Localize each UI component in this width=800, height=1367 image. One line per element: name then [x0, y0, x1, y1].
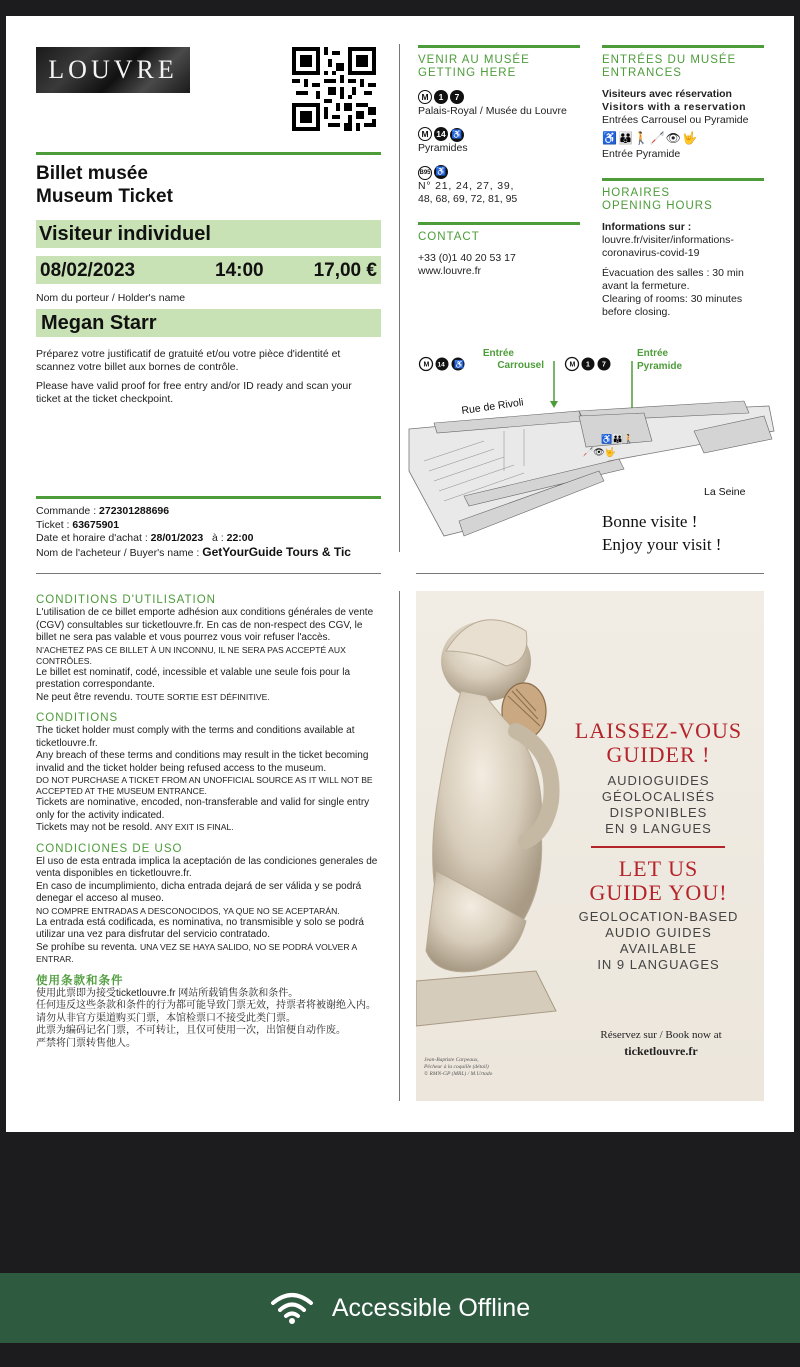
holder-label: Nom du porteur / Holder's name	[36, 292, 186, 304]
entree-carrousel-label: Entrée	[482, 348, 514, 359]
audioguide-ad	[416, 591, 764, 1101]
qr-code	[292, 47, 376, 131]
farewell-message: Bonne visite ! Enjoy your visit !	[602, 512, 722, 554]
visit-date: 08/02/2023	[40, 260, 136, 281]
entree-pyramide-label: Entrée	[637, 348, 669, 359]
divider	[36, 152, 381, 155]
ticket-number: 63675901	[72, 518, 120, 531]
svg-text:M: M	[423, 361, 430, 369]
museum-map	[404, 321, 779, 551]
ticket-title: Billet musée Museum Ticket	[36, 163, 173, 207]
vertical-divider	[399, 44, 400, 552]
svg-text:7: 7	[602, 361, 606, 369]
order-details: Commande : 272301288696 Ticket : 63675901 Date et horaire d'achat : 28/01/2023 à : 22:00 Nom de l'acheteur / Buyer's name : GetYourGuide Tours & Tic	[36, 505, 351, 559]
ad-title-fr: LAISSEZ-VOUS GUIDER !	[574, 718, 743, 767]
wheelchair-icon: ♿	[450, 128, 464, 142]
entrances-section: ENTRÉES DU MUSÉE ENTRANCES Visiteurs avec réservation Visitors with a reservation Entrées Carrousel ou Pyramide ♿👪🚶🦯👁🤟 Entrée Pyramide	[602, 45, 764, 161]
la-seine-label: La Seine	[704, 486, 746, 498]
visit-time: 14:00	[215, 260, 264, 281]
ticketlouvre-link: ticketlouvre.fr	[624, 1044, 698, 1058]
svg-text:M: M	[569, 361, 576, 369]
holder-name-band: Megan Starr	[36, 309, 381, 337]
ad-book-now: Réservez sur / Book now at ticketlouvre.fr	[576, 1027, 746, 1059]
offline-label: Accessible Offline	[331, 1293, 531, 1322]
contact-section: CONTACT +33 (0)1 40 20 53 17 www.louvre.fr	[418, 222, 580, 278]
svg-text:Pyramide: Pyramide	[637, 361, 683, 372]
ad-subtitle-fr: AUDIOGUIDES GÉOLOCALISÉS DISPONIBLES EN 9 LANGUES	[601, 773, 716, 836]
order-number: 272301288696	[99, 505, 170, 517]
ad-divider	[591, 846, 725, 848]
instructions-en: Please have valid proof for free entry and/or ID ready and scan your ticket at the ticket checkpoint.	[36, 380, 352, 405]
ticket-price: 17,00 €	[313, 260, 377, 281]
svg-text:🦯👁🤟: 🦯👁🤟	[582, 447, 616, 457]
svg-text:Carrousel: Carrousel	[497, 360, 544, 371]
image-credit: Jean-Baptiste Carpeaux, Pêcheur à la coquille (détail) © RMN-GP (MRL) / M.Urtado	[424, 1057, 493, 1077]
website-link: www.louvre.fr	[418, 265, 482, 277]
metro-icon: M	[418, 90, 432, 104]
date-time-price-band	[36, 256, 381, 284]
hours-section: HORAIRES OPENING HOURS Informations sur : louvre.fr/visiter/informations- coronavirus-covid-19 Évacuation des salles : 30 min avant la fermeture. Clearing of rooms: 30 minutes before closing.	[602, 178, 764, 319]
divider	[36, 496, 381, 499]
horizontal-divider	[416, 573, 764, 574]
svg-text:♿: ♿	[454, 360, 464, 369]
vertical-divider	[399, 591, 400, 1101]
louvre-logo: LOUVRE	[36, 47, 190, 93]
ticket-page	[6, 16, 794, 1132]
visitor-type-band: Visiteur individuel	[36, 220, 381, 248]
accessibility-icons-map: ♿👪🚶	[601, 434, 635, 444]
accessible-offline-bar	[0, 1273, 800, 1343]
rue-de-rivoli-label: Rue de Rivoli	[460, 396, 525, 417]
instructions-fr: Préparez votre justificatif de gratuité et/ou votre pièce d'identité et scannez votre billet aux bornes de contrôle.	[36, 348, 341, 373]
ad-subtitle-en: GEOLOCATION-BASED AUDIO GUIDES AVAILABLE IN 9 LANGUAGES	[578, 909, 739, 972]
getting-here-section: VENIR AU MUSÉE GETTING HERE M 1 7 Palais-Royal / Musée du Louvre M 14 ♿ Pyramides B95 ♿ N° 21, 24, 27, 39, 48, 68, 69, 72, 81, 95	[418, 45, 580, 206]
phone-number: +33 (0)1 40 20 53 17	[418, 252, 516, 264]
wheelchair-icon: ♿	[434, 165, 448, 179]
svg-text:1: 1	[586, 361, 590, 369]
buyer-name: GetYourGuide Tours & Tic	[202, 544, 351, 559]
metro-icon: M	[418, 127, 432, 141]
svg-text:14: 14	[437, 361, 445, 369]
ad-title-en: LET US GUIDE YOU!	[589, 856, 728, 905]
bus-icon: B95	[418, 166, 432, 180]
horizontal-divider	[36, 573, 381, 574]
conditions-section: CONDITIONS D'UTILISATION L'utilisation de ce billet emporte adhésion aux conditions générales de vente (CGV) consultables sur ticketlouvre.fr. En cas de non-respect des CGV, le billet ne sera pas valable et vous pourrez vous voir refuser l'accès. N'ACHETEZ PAS CE BILLET À UN INCONNU, IL NE SERA PAS ACCEPTÉ AUX CONTRÔLES. Le billet est nominatif, codé, incessible et valable une seule fois pour la prestation correspondante. Ne peut être revendu. TOUTE SORTIE EST DÉFINITIVE. CONDITIONS The ticket holder must comply with the terms and conditions available at ticketlouvre.fr. Any breach of these terms and conditions may result in the ticket becoming invalid and the ticket holder being refused access to the museum. DO NOT PURCHASE A TICKET FROM AN UNOFFICIAL SOURCE AS IT WILL NOT BE ACCEPTED AT THE MUSEUM ENTRANCE. Tickets are nominative, encoded, non-transferable and valid for single entry only for the activity indicated. Tickets may not be resold. ANY EXIT IS FINAL. CONDICIONES DE USO El uso de esta entrada implica la aceptación de las condiciones generales de venta disponibles en ticketlouvre.fr. En caso de incumplimiento, dicha entrada dejará de ser válida y se podrá denegar el acceso al museo. NO COMPRE ENTRADAS A DESCONOCIDOS, YA QUE NO SE ACEPTARÁN. La entrada está codificada, es nominativa, no transmisible y solo se podrá utilizar una vez para disfrutar del servicio contratado. Se prohíbe su reventa. UNA VEZ SE HAYA SALIDO, NO SE PODRÁ VOLVER A ENTRAR. 使用条款和条件 使用此票即为接受ticketlouvre.fr 网站所载销售条款和条件。 任何违反这些条款和条件的行为都可能导致门票无效，持票者将被谢绝入内。请勿从非官方渠道购买门票，本馆检票口不接受此类门票。 此票为编码记名门票，不可转让，且仅可使用一次，出馆便自动作废。 严禁将门票转售他人。	[36, 594, 378, 1049]
wifi-icon	[270, 1291, 314, 1325]
accessibility-icons: ♿👪🚶🦯👁🤟	[602, 131, 698, 145]
